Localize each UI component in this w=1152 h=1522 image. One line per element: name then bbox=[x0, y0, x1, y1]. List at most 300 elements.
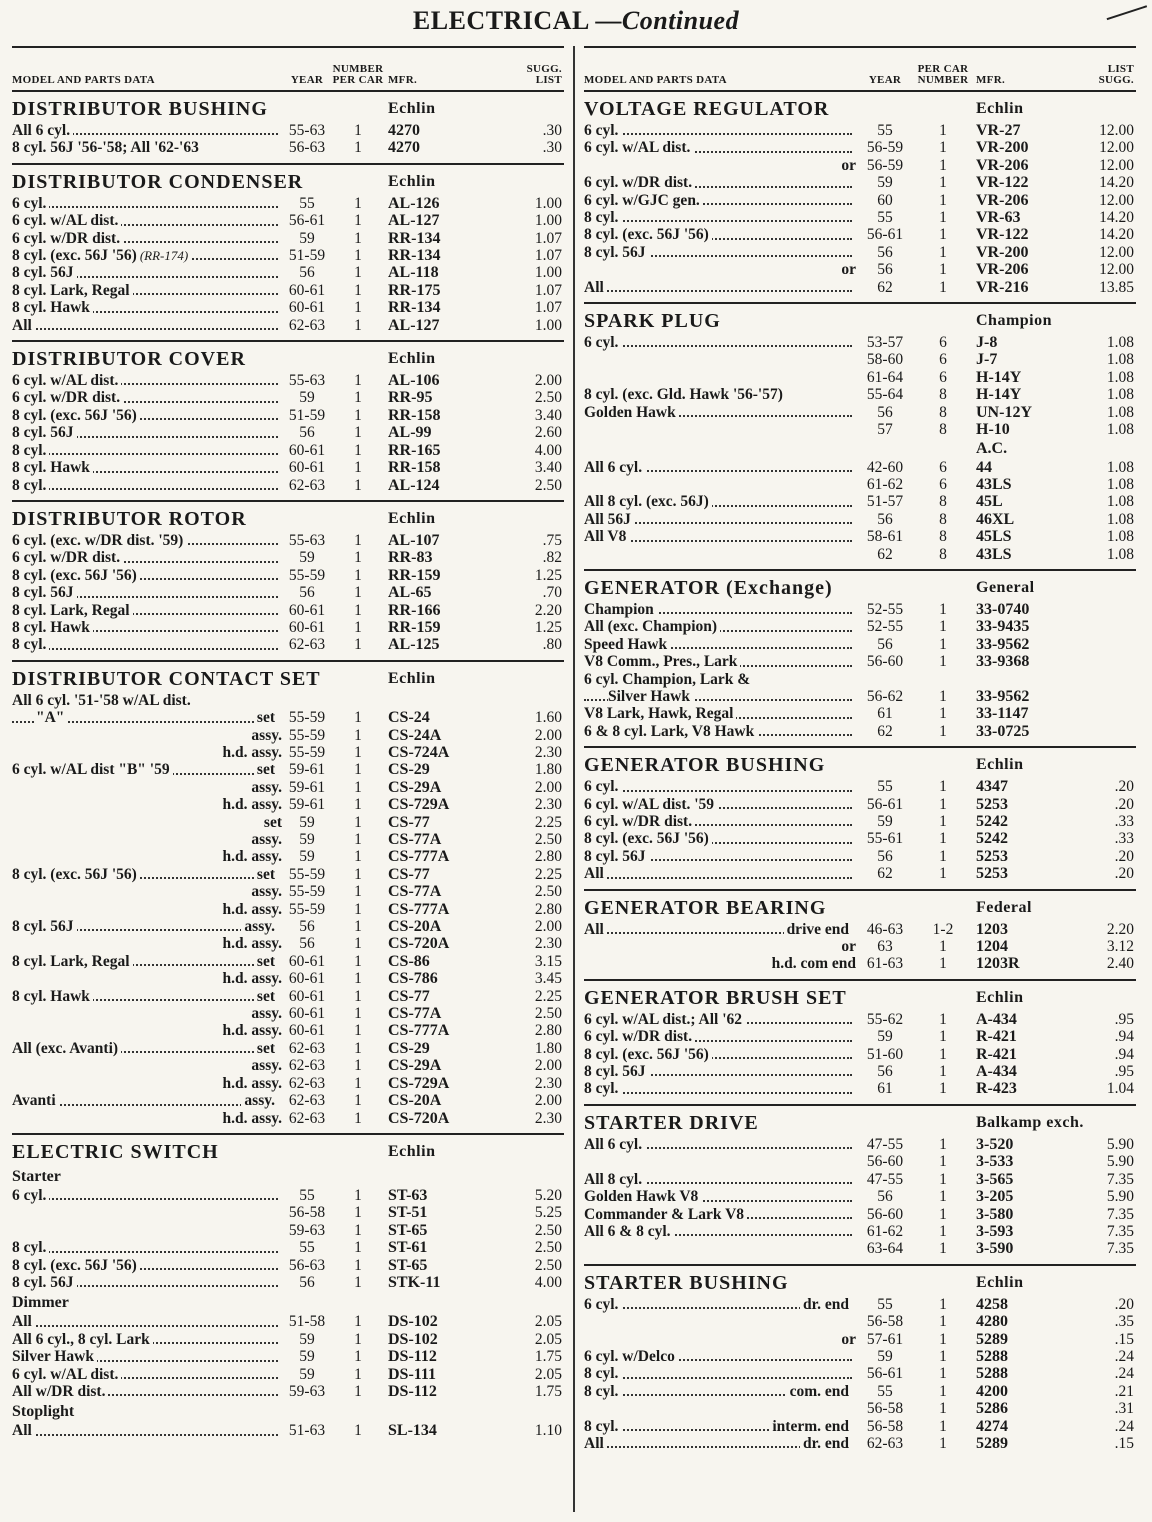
row-price: 14.20 bbox=[1099, 226, 1134, 244]
row-price: .33 bbox=[1114, 813, 1134, 830]
row-part-number: AL-125 bbox=[388, 636, 440, 654]
row-part-number: CS-77 bbox=[388, 987, 430, 1005]
row-description-text: 8 cyl. Lark, Regal bbox=[12, 953, 133, 970]
dot-leader bbox=[12, 488, 278, 490]
row-part-number: 5289 bbox=[976, 1330, 1008, 1348]
row-year: 55-63 bbox=[288, 122, 326, 139]
row-part-number: SL-134 bbox=[388, 1422, 437, 1440]
row-price: 2.50 bbox=[534, 389, 562, 407]
subheading: Stoplight bbox=[12, 1403, 75, 1421]
row-price: 7.35 bbox=[1106, 1240, 1134, 1258]
table-row bbox=[584, 618, 1136, 635]
row-description bbox=[12, 761, 282, 778]
row-description-text: 8 cyl. bbox=[12, 477, 49, 494]
table-row bbox=[584, 139, 1136, 156]
row-description bbox=[584, 1348, 856, 1365]
row-per-car: 1 bbox=[939, 1135, 947, 1153]
row-price: 2.50 bbox=[534, 831, 562, 848]
row-price: 2.30 bbox=[534, 1109, 562, 1127]
row-year: 46-63 bbox=[866, 920, 904, 938]
row-per-car: 1 bbox=[939, 191, 947, 209]
row-year: 56-63 bbox=[288, 139, 326, 157]
row-year: 55 bbox=[299, 1186, 315, 1204]
row-part-number: A-434 bbox=[976, 1010, 1017, 1028]
row-description-text: 6 cyl. w/DR dist. bbox=[12, 549, 123, 566]
row-year: 61-62 bbox=[866, 475, 904, 493]
row-year: 51-59 bbox=[288, 247, 326, 265]
row-price: 2.25 bbox=[534, 813, 562, 831]
row-price: 1.04 bbox=[1106, 1080, 1134, 1098]
row-description-text: 8 cyl. (exc. 56J '56) bbox=[12, 247, 140, 264]
row-description bbox=[12, 477, 282, 494]
row-part-number: ST-65 bbox=[388, 1221, 428, 1239]
row-part-number: 4258 bbox=[976, 1295, 1008, 1313]
row-description bbox=[584, 1011, 856, 1028]
row-description-text: 8 cyl. 56J bbox=[584, 1063, 649, 1080]
row-price: 3.40 bbox=[534, 406, 562, 424]
row-part-number: CS-29A bbox=[388, 1057, 442, 1075]
row-description bbox=[584, 705, 856, 722]
row-per-car: 1 bbox=[354, 970, 362, 988]
row-description bbox=[584, 1400, 856, 1417]
row-price: 1.80 bbox=[534, 1039, 562, 1057]
row-part-number: 3-590 bbox=[976, 1240, 1014, 1258]
row-suffix: dr. end bbox=[800, 1296, 852, 1313]
row-description-text: or bbox=[838, 261, 856, 278]
row-year: 62 bbox=[877, 545, 893, 563]
row-description-text: 8 cyl. 56J bbox=[584, 848, 649, 865]
row-price: .20 bbox=[1114, 865, 1134, 883]
row-year: 56-59 bbox=[866, 156, 904, 174]
row-description bbox=[584, 421, 856, 438]
row-year: 60-61 bbox=[288, 987, 326, 1005]
table-row bbox=[12, 549, 564, 566]
header-list bbox=[474, 64, 564, 86]
row-description bbox=[584, 404, 856, 421]
table-row bbox=[584, 261, 1136, 278]
row-description bbox=[12, 1313, 282, 1330]
row-year: 59 bbox=[299, 549, 315, 567]
header-mfr: MFR. bbox=[388, 74, 417, 86]
row-description bbox=[584, 1331, 856, 1348]
table-row bbox=[12, 1057, 564, 1074]
row-suffix: assy. bbox=[241, 918, 278, 935]
row-per-car: 1 bbox=[354, 1422, 362, 1440]
row-year: 60-61 bbox=[288, 970, 326, 988]
row-description-text: set bbox=[261, 814, 282, 831]
row-year: 56-60 bbox=[866, 1205, 904, 1223]
table-row bbox=[584, 369, 1136, 386]
row-year: 59-61 bbox=[288, 778, 326, 796]
row-description bbox=[12, 230, 282, 247]
row-year: 55-59 bbox=[288, 883, 326, 901]
row-description-text: V8 Comm., Pres., Lark bbox=[584, 653, 740, 670]
right-column bbox=[584, 46, 1136, 1458]
row-per-car: 1 bbox=[939, 209, 947, 227]
row-description bbox=[584, 723, 856, 740]
dot-leader bbox=[584, 790, 852, 792]
row-price: 2.40 bbox=[1106, 955, 1134, 973]
row-part-number: 3-593 bbox=[976, 1222, 1014, 1240]
row-price: 14.20 bbox=[1099, 174, 1134, 192]
row-per-car: 1 bbox=[939, 830, 947, 848]
row-description bbox=[12, 1348, 282, 1365]
row-description-text: 6 cyl. w/AL dist.; All '62 bbox=[584, 1011, 745, 1028]
row-price: .94 bbox=[1114, 1028, 1134, 1046]
row-per-car: 1 bbox=[939, 813, 947, 830]
row-price: .24 bbox=[1114, 1365, 1134, 1383]
row-per-car: 1 bbox=[939, 1205, 947, 1223]
table-row bbox=[12, 1422, 564, 1439]
row-description bbox=[12, 1057, 282, 1074]
row-description-text: 8 cyl. (exc. 56J '56) bbox=[12, 567, 140, 584]
row-price: .95 bbox=[1114, 1010, 1134, 1028]
table-row bbox=[584, 921, 1136, 938]
row-price: 5.20 bbox=[534, 1186, 562, 1204]
row-per-car: 8 bbox=[939, 510, 947, 528]
row-per-car: 1 bbox=[939, 1347, 947, 1365]
section-title: ELECTRIC SWITCH bbox=[12, 1140, 219, 1163]
row-price: 2.00 bbox=[534, 372, 562, 390]
row-description bbox=[584, 1313, 856, 1330]
row-description-text: 8 cyl. (exc. 56J '56) bbox=[12, 407, 140, 424]
row-year: 62-63 bbox=[288, 1039, 326, 1057]
row-part-number: ST-65 bbox=[388, 1256, 428, 1274]
table-row bbox=[584, 1348, 1136, 1365]
row-description bbox=[12, 935, 282, 952]
table-row bbox=[584, 493, 1136, 510]
table-row bbox=[12, 883, 564, 900]
row-description bbox=[12, 1005, 282, 1022]
row-price: 5.25 bbox=[534, 1204, 562, 1222]
row-part-number: DS-112 bbox=[388, 1382, 437, 1400]
row-description bbox=[584, 192, 856, 209]
row-part-number: CS-86 bbox=[388, 952, 430, 970]
row-part-number: 5253 bbox=[976, 847, 1008, 865]
section-distributor-condenser bbox=[12, 165, 564, 342]
section-title: DISTRIBUTOR CONDENSER bbox=[12, 170, 304, 193]
row-per-car: 1 bbox=[354, 1057, 362, 1075]
row-year: 55 bbox=[877, 122, 893, 139]
row-suffix: set bbox=[254, 761, 278, 778]
row-price: 2.05 bbox=[534, 1365, 562, 1383]
row-year: 61-62 bbox=[866, 1222, 904, 1240]
row-description bbox=[584, 1296, 856, 1313]
row-price: 3.15 bbox=[534, 952, 562, 970]
row-price: 5.90 bbox=[1106, 1153, 1134, 1171]
table-row bbox=[584, 1296, 1136, 1313]
row-part-number: VR-216 bbox=[976, 278, 1029, 296]
row-description-text: 6 cyl. w/DR dist. bbox=[12, 230, 123, 247]
row-description bbox=[12, 195, 282, 212]
table-row bbox=[12, 442, 564, 459]
row-price: 2.00 bbox=[534, 1092, 562, 1110]
row-description-text: All 8 cyl. bbox=[584, 1171, 645, 1188]
row-year: 62-63 bbox=[288, 1109, 326, 1127]
subheading: Dimmer bbox=[12, 1294, 69, 1312]
row-per-car: 1 bbox=[354, 212, 362, 230]
row-per-car: 1 bbox=[939, 156, 947, 174]
row-per-car: 1 bbox=[939, 847, 947, 865]
row-part-number: 5289 bbox=[976, 1434, 1008, 1452]
row-per-car: 1 bbox=[354, 389, 362, 407]
row-part-number: UN-12Y bbox=[976, 403, 1032, 421]
row-suffix: assy. bbox=[241, 1092, 278, 1109]
row-description bbox=[12, 317, 282, 334]
row-part-number: 4280 bbox=[976, 1313, 1008, 1331]
section-heading bbox=[584, 575, 1136, 601]
row-part-number: CS-777A bbox=[388, 1022, 450, 1040]
table-row bbox=[584, 209, 1136, 226]
section-generator-bearing bbox=[584, 891, 1136, 981]
row-price: 1.08 bbox=[1106, 351, 1134, 369]
row-price: 1.75 bbox=[534, 1348, 562, 1366]
row-per-car: 1 bbox=[354, 1365, 362, 1383]
row-description bbox=[584, 122, 856, 139]
row-description bbox=[12, 779, 282, 796]
row-description-text: h.d. assy. bbox=[220, 935, 282, 952]
row-year: 51-58 bbox=[288, 1313, 326, 1331]
section-heading bbox=[12, 96, 564, 122]
row-part-number: 1203 bbox=[976, 920, 1008, 938]
header-number-line2: NUMBER bbox=[917, 74, 969, 86]
row-price: .20 bbox=[1114, 778, 1134, 796]
row-description bbox=[12, 988, 282, 1005]
row-year: 56 bbox=[299, 935, 315, 953]
row-per-car: 1 bbox=[939, 261, 947, 279]
row-per-car: 1 bbox=[354, 831, 362, 848]
row-year: 60-61 bbox=[288, 441, 326, 459]
row-description-text: 8 cyl. 56J bbox=[12, 264, 77, 281]
table-row bbox=[584, 1171, 1136, 1188]
row-price: 2.50 bbox=[534, 1221, 562, 1239]
section-title: GENERATOR (Exchange) bbox=[584, 576, 833, 599]
left-sections bbox=[12, 92, 564, 1446]
row-description bbox=[12, 1383, 282, 1400]
dot-leader bbox=[12, 1325, 278, 1327]
row-price: 7.35 bbox=[1106, 1222, 1134, 1240]
row-description bbox=[584, 334, 856, 351]
row-per-car: 1 bbox=[939, 243, 947, 261]
row-per-car: 1 bbox=[354, 1204, 362, 1222]
row-year: 55-63 bbox=[288, 372, 326, 390]
row-part-number: 33-9562 bbox=[976, 687, 1030, 705]
row-part-number: 33-0725 bbox=[976, 722, 1030, 740]
row-description bbox=[12, 532, 282, 549]
header-number-line1: PER CAR bbox=[917, 63, 969, 75]
row-year: 55 bbox=[877, 1382, 893, 1400]
row-per-car: 1 bbox=[354, 1221, 362, 1239]
row-description bbox=[584, 830, 856, 847]
row-description-text: All bbox=[584, 1435, 607, 1452]
row-price: 2.00 bbox=[534, 778, 562, 796]
row-year: 60-61 bbox=[288, 1022, 326, 1040]
table-row bbox=[12, 970, 564, 987]
row-description bbox=[12, 299, 282, 316]
row-part-number: 33-1147 bbox=[976, 705, 1029, 723]
row-description-text: 8 cyl. Hawk bbox=[12, 299, 93, 316]
row-description-text: 6 & 8 cyl. Lark, V8 Hawk bbox=[584, 723, 757, 740]
row-description-text: 8 cyl. (exc. 56J '56) bbox=[584, 1046, 712, 1063]
header-number bbox=[332, 64, 384, 86]
row-per-car: 1 bbox=[354, 618, 362, 636]
row-part-number: CS-77A bbox=[388, 1005, 442, 1023]
row-description bbox=[12, 848, 282, 865]
table-row bbox=[584, 796, 1136, 813]
row-price: 2.30 bbox=[534, 935, 562, 953]
row-description bbox=[584, 279, 856, 296]
row-price: 4.00 bbox=[534, 441, 562, 459]
row-per-car: 6 bbox=[939, 475, 947, 493]
table-row bbox=[12, 918, 564, 935]
row-year: 55-62 bbox=[866, 1010, 904, 1028]
row-price: 2.50 bbox=[534, 1256, 562, 1274]
row-per-car bbox=[914, 671, 972, 688]
row-description bbox=[584, 636, 856, 653]
row-per-car: 1 bbox=[354, 459, 362, 477]
section-heading bbox=[584, 985, 1136, 1011]
row-description-text: All w/DR dist. bbox=[12, 1383, 108, 1400]
row-description-text: Champion bbox=[584, 601, 657, 618]
row-description bbox=[12, 636, 282, 653]
row-part-number: 3-533 bbox=[976, 1153, 1014, 1171]
section-title: GENERATOR BUSHING bbox=[584, 754, 826, 777]
row-part-number: 33-9435 bbox=[976, 618, 1030, 636]
row-year: 56 bbox=[877, 261, 893, 279]
row-price bbox=[1064, 671, 1136, 688]
row-year: 56 bbox=[299, 264, 315, 282]
row-price: .35 bbox=[1114, 1313, 1134, 1331]
row-description bbox=[584, 1188, 856, 1205]
section-manufacturer: Federal bbox=[976, 898, 1032, 916]
subheading: Starter bbox=[12, 1167, 61, 1185]
row-suffix: set bbox=[254, 709, 278, 726]
section-manufacturer: General bbox=[976, 578, 1035, 596]
row-per-car: 1 bbox=[939, 1240, 947, 1258]
row-year: 60-61 bbox=[288, 601, 326, 619]
table-row bbox=[584, 1063, 1136, 1080]
table-row bbox=[584, 546, 1136, 563]
row-description-text: 8 cyl. 56J bbox=[12, 1274, 77, 1291]
row-price bbox=[1064, 636, 1136, 653]
row-description-text: 8 cyl. Lark, Regal bbox=[12, 282, 133, 299]
row-per-car: 1 bbox=[354, 848, 362, 866]
dot-leader bbox=[12, 1434, 278, 1436]
row-per-car: 1 bbox=[939, 955, 947, 973]
header-list-line2: LIST bbox=[535, 74, 562, 86]
row-per-car: 1 bbox=[354, 1109, 362, 1127]
row-part-number: RR-159 bbox=[388, 566, 441, 584]
right-sections bbox=[584, 92, 1136, 1458]
row-description bbox=[584, 653, 856, 670]
row-year: 56-61 bbox=[866, 1365, 904, 1383]
header-number-line2: PER CAR bbox=[332, 74, 384, 86]
row-description bbox=[12, 1040, 282, 1057]
row-description-text: All (exc. Champion) bbox=[584, 618, 720, 635]
row-description-text: All V8 bbox=[584, 528, 629, 545]
table-row bbox=[12, 602, 564, 619]
row-year: 56-61 bbox=[866, 226, 904, 244]
row-year: 47-55 bbox=[866, 1135, 904, 1153]
row-price: 1.00 bbox=[534, 212, 562, 230]
row-price: 1.08 bbox=[1106, 528, 1134, 546]
row-part-number: 3-205 bbox=[976, 1188, 1014, 1206]
row-price: 1.08 bbox=[1106, 510, 1134, 528]
row-price: .20 bbox=[1114, 795, 1134, 813]
row-description-text: h.d. assy. bbox=[220, 901, 282, 918]
row-part-number: RR-158 bbox=[388, 406, 441, 424]
row-per-car: 1 bbox=[354, 1074, 362, 1092]
row-description bbox=[12, 122, 282, 139]
dot-leader bbox=[584, 1377, 852, 1379]
row-part-number: RR-175 bbox=[388, 281, 441, 299]
row-price: .20 bbox=[1114, 1295, 1134, 1313]
row-per-car: 1 bbox=[939, 795, 947, 813]
section-manufacturer: Echlin bbox=[388, 669, 436, 687]
row-description bbox=[12, 814, 282, 831]
table-row bbox=[584, 1400, 1136, 1417]
row-part-number: CS-29 bbox=[388, 761, 430, 779]
row-price: 12.00 bbox=[1099, 191, 1134, 209]
row-part-number: CS-24 bbox=[388, 709, 430, 727]
row-part-number: J-8 bbox=[976, 334, 998, 352]
table-row bbox=[584, 1240, 1136, 1257]
row-description-text: 6 cyl. (exc. w/DR dist. '59) bbox=[12, 532, 186, 549]
row-year: 55-61 bbox=[866, 830, 904, 848]
row-description-text bbox=[584, 369, 587, 386]
row-per-car: 1 bbox=[354, 743, 362, 761]
row-part-number: CS-77A bbox=[388, 883, 442, 901]
row-description bbox=[584, 369, 856, 386]
row-per-car: 1 bbox=[354, 441, 362, 459]
row-year: 57-61 bbox=[866, 1330, 904, 1348]
section-manufacturer-alt bbox=[584, 439, 1136, 459]
row-per-car: 1 bbox=[939, 139, 947, 157]
section-generator-bushing bbox=[584, 748, 1136, 890]
dot-leader bbox=[12, 453, 278, 455]
row-part-number: CS-77A bbox=[388, 831, 442, 848]
row-year: 51-60 bbox=[866, 1045, 904, 1063]
row-per-car: 1 bbox=[354, 406, 362, 424]
row-price: .70 bbox=[542, 584, 562, 602]
row-per-car: 1 bbox=[354, 531, 362, 549]
row-part-number: CS-20A bbox=[388, 918, 442, 936]
row-description-text: 8 cyl. Hawk bbox=[12, 988, 93, 1005]
table-row bbox=[12, 1257, 564, 1274]
row-description-text: All 6 cyl. bbox=[584, 459, 645, 476]
row-price: 3.12 bbox=[1106, 938, 1134, 956]
row-part-number: 5288 bbox=[976, 1347, 1008, 1365]
row-price: 1.08 bbox=[1106, 403, 1134, 421]
row-description bbox=[584, 1080, 856, 1097]
row-year: 56-58 bbox=[866, 1417, 904, 1435]
row-per-car: 1 bbox=[354, 316, 362, 334]
row-price: 1.08 bbox=[1106, 334, 1134, 352]
row-year: 59-61 bbox=[288, 761, 326, 779]
row-year: 56 bbox=[877, 1063, 893, 1081]
row-suffix: set bbox=[254, 988, 278, 1005]
row-year: 59 bbox=[299, 229, 315, 247]
row-year: 61 bbox=[877, 705, 893, 723]
header-list-line1: SUGG. bbox=[526, 63, 562, 75]
row-per-car: 1 bbox=[354, 1256, 362, 1274]
row-description-text: h.d. assy. bbox=[220, 744, 282, 761]
row-year: 56-62 bbox=[866, 687, 904, 705]
row-description-text: 8 cyl. (exc. 56J '56) bbox=[584, 226, 712, 243]
row-description-text: "A" bbox=[36, 709, 67, 726]
row-price: .80 bbox=[542, 636, 562, 654]
table-row bbox=[584, 511, 1136, 528]
